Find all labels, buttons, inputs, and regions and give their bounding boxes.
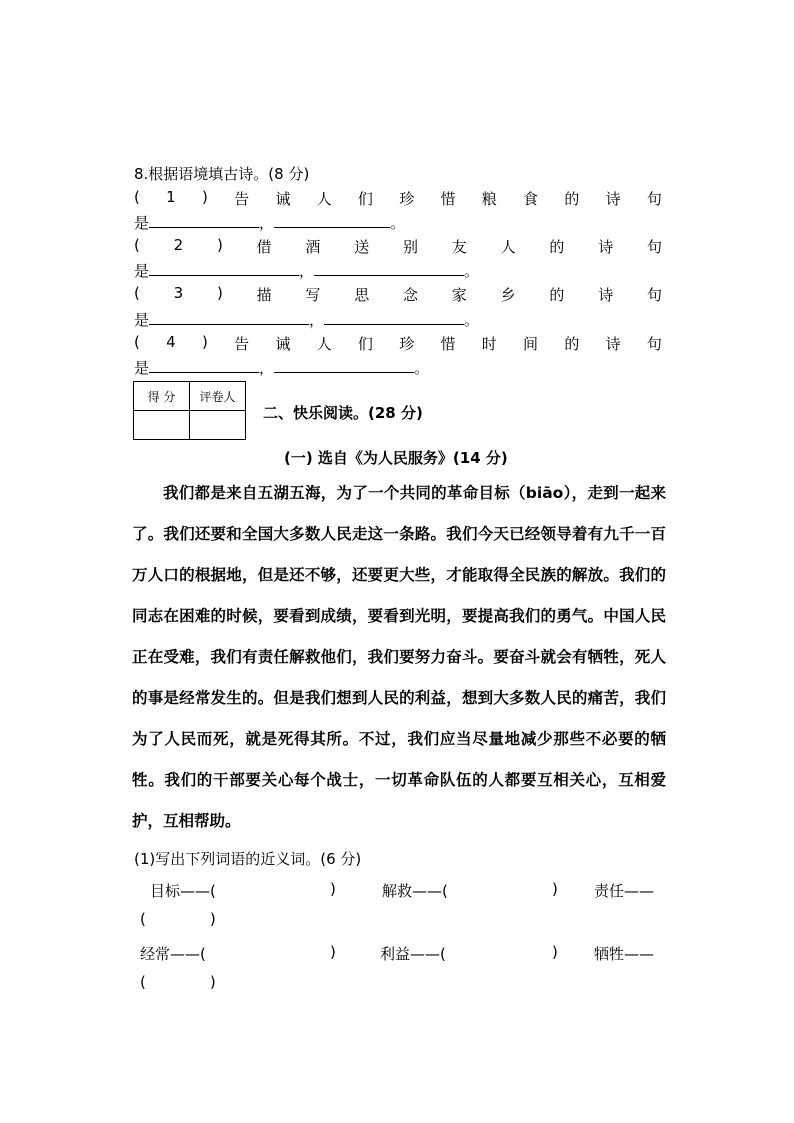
reading-passage: 我们都是来自五湖五海，为了一个共同的革命目标（biāo），走到一起来了。我们还要和全国大多数人民走这一条路。我们今天已经领导着有九千一百万人口的根据地，但是还不够，还要更大些，才能取得全民族的解放。我们的同志在困难的时候，要看到成绩，要看到光明，要提高我们的勇气。中国人民正在受难，我们有责任解救他们，我们要努力奋斗。要奋斗就会有牺牲，死人的事是经常发生的。但是我们想到人民的利益，想到大多数人民的痛苦，我们为了人民而死，就是死得其所。不过，我们应当尽量地减少那些不必要的牺牲。我们的干部要关心每个战士，一切革命队伍的人都要互相关心，互相爱护，互相帮助。 <box>132 484 666 830</box>
prompt-char: 们 <box>357 190 373 208</box>
poem-prompt-3 <box>134 284 662 305</box>
prompt-char: 人 <box>500 238 516 256</box>
section-2-title: 二、快乐阅读。(28 分) <box>263 404 423 422</box>
prompt-char: 诗 <box>598 238 614 256</box>
prompt-char: 惜 <box>440 190 456 208</box>
prompt-char: ( <box>134 188 140 206</box>
prompt-char: 友 <box>451 238 467 256</box>
prompt-char: 珍 <box>399 335 415 353</box>
prompt-char: 人 <box>316 190 332 208</box>
answer-blank[interactable] <box>274 358 414 373</box>
question-8-title: 8.根据语境填古诗。(8 分) <box>134 165 310 183</box>
subquestion-1-title: (1)写出下列词语的近义词。(6 分) <box>134 850 362 868</box>
prompt-char: ( <box>134 284 140 302</box>
prompt-char: 粮 <box>481 190 497 208</box>
score-header: 得 分 <box>134 382 190 411</box>
prompt-char: 酒 <box>305 238 321 256</box>
prompt-char: 食 <box>523 190 539 208</box>
prompt-char: ) <box>201 333 208 351</box>
poem-prompt-1 <box>134 188 662 209</box>
prompt-char: 写 <box>305 286 321 304</box>
prompt-char: 句 <box>646 238 662 256</box>
prompt-char: 人 <box>316 335 332 353</box>
synonym-close: ) <box>552 943 558 961</box>
poem-answer-line-4: 是 ， 。 <box>134 359 430 377</box>
prompt-char: 的 <box>549 238 565 256</box>
synonym-answer-wrap[interactable]: ( ) <box>140 973 216 991</box>
synonym-close: ) <box>330 880 336 898</box>
prompt-char: 句 <box>646 190 662 208</box>
prompt-char: 描 <box>256 286 272 304</box>
synonym-prompt: 解救——( <box>382 882 448 900</box>
answer-blank[interactable] <box>149 261 299 276</box>
poem-answer-line-2: 是 ， 。 <box>134 262 480 280</box>
prompt-char: 念 <box>403 286 419 304</box>
synonym-close: ) <box>330 943 336 961</box>
prompt-char: 的 <box>549 286 565 304</box>
prompt-char: 告 <box>234 335 250 353</box>
prompt-char: 句 <box>646 335 662 353</box>
answer-blank[interactable] <box>149 213 259 228</box>
prompt-char: 时 <box>481 335 497 353</box>
synonym-row-2 <box>134 943 662 963</box>
prompt-char: 送 <box>354 238 370 256</box>
prompt-char: ) <box>201 188 208 206</box>
grader-cell[interactable] <box>190 411 246 440</box>
synonym-prompt: 牺牲—— <box>594 945 655 963</box>
reading-1-title: (一) 选自《为人民服务》(14 分) <box>284 449 508 467</box>
answer-blank[interactable] <box>149 358 259 373</box>
synonym-prompt: 经常——( <box>140 945 206 963</box>
prompt-char: ( <box>134 236 140 254</box>
answer-blank[interactable] <box>314 261 464 276</box>
prompt-char: 家 <box>451 286 467 304</box>
prompt-char: 4 <box>166 333 176 351</box>
synonym-prompt: 利益——( <box>380 945 446 963</box>
prompt-char: 间 <box>523 335 539 353</box>
prompt-char: 2 <box>173 236 184 254</box>
prompt-char: 诫 <box>275 190 291 208</box>
prompt-char: ) <box>216 236 223 254</box>
score-table <box>133 381 246 440</box>
prompt-char: ( <box>134 333 140 351</box>
prompt-char: ) <box>216 284 223 302</box>
prompt-char: 告 <box>234 190 250 208</box>
synonym-prompt: 责任—— <box>594 882 655 900</box>
prompt-char: 借 <box>256 238 272 256</box>
prompt-char: 的 <box>564 190 580 208</box>
prompt-char: 别 <box>403 238 419 256</box>
prompt-char: 乡 <box>500 286 516 304</box>
prompt-char: 珍 <box>399 190 415 208</box>
answer-blank[interactable] <box>149 310 309 325</box>
prompt-char: 诗 <box>605 190 621 208</box>
prompt-char: 们 <box>357 335 373 353</box>
poem-prompt-4 <box>134 333 662 354</box>
poem-answer-line-3: 是 ， 。 <box>134 311 480 329</box>
grader-header: 评卷人 <box>190 382 246 411</box>
answer-blank[interactable] <box>274 213 390 228</box>
prompt-char: 诗 <box>598 286 614 304</box>
prompt-char: 句 <box>646 286 662 304</box>
prompt-char: 3 <box>173 284 184 302</box>
score-cell[interactable] <box>134 411 190 440</box>
prompt-char: 思 <box>354 286 370 304</box>
poem-answer-line-1: 是 ， 。 <box>134 214 406 232</box>
poem-prompt-2 <box>134 236 662 257</box>
prompt-char: 诫 <box>275 335 291 353</box>
synonym-answer-wrap[interactable]: ( ) <box>140 910 216 928</box>
answer-blank[interactable] <box>324 310 464 325</box>
prompt-char: 1 <box>166 188 176 206</box>
synonym-close: ) <box>552 880 558 898</box>
prompt-char: 惜 <box>440 335 456 353</box>
prompt-char: 的 <box>564 335 580 353</box>
synonym-prompt: 目标——( <box>150 882 216 900</box>
synonym-row-1 <box>134 880 662 900</box>
prompt-char: 诗 <box>605 335 621 353</box>
